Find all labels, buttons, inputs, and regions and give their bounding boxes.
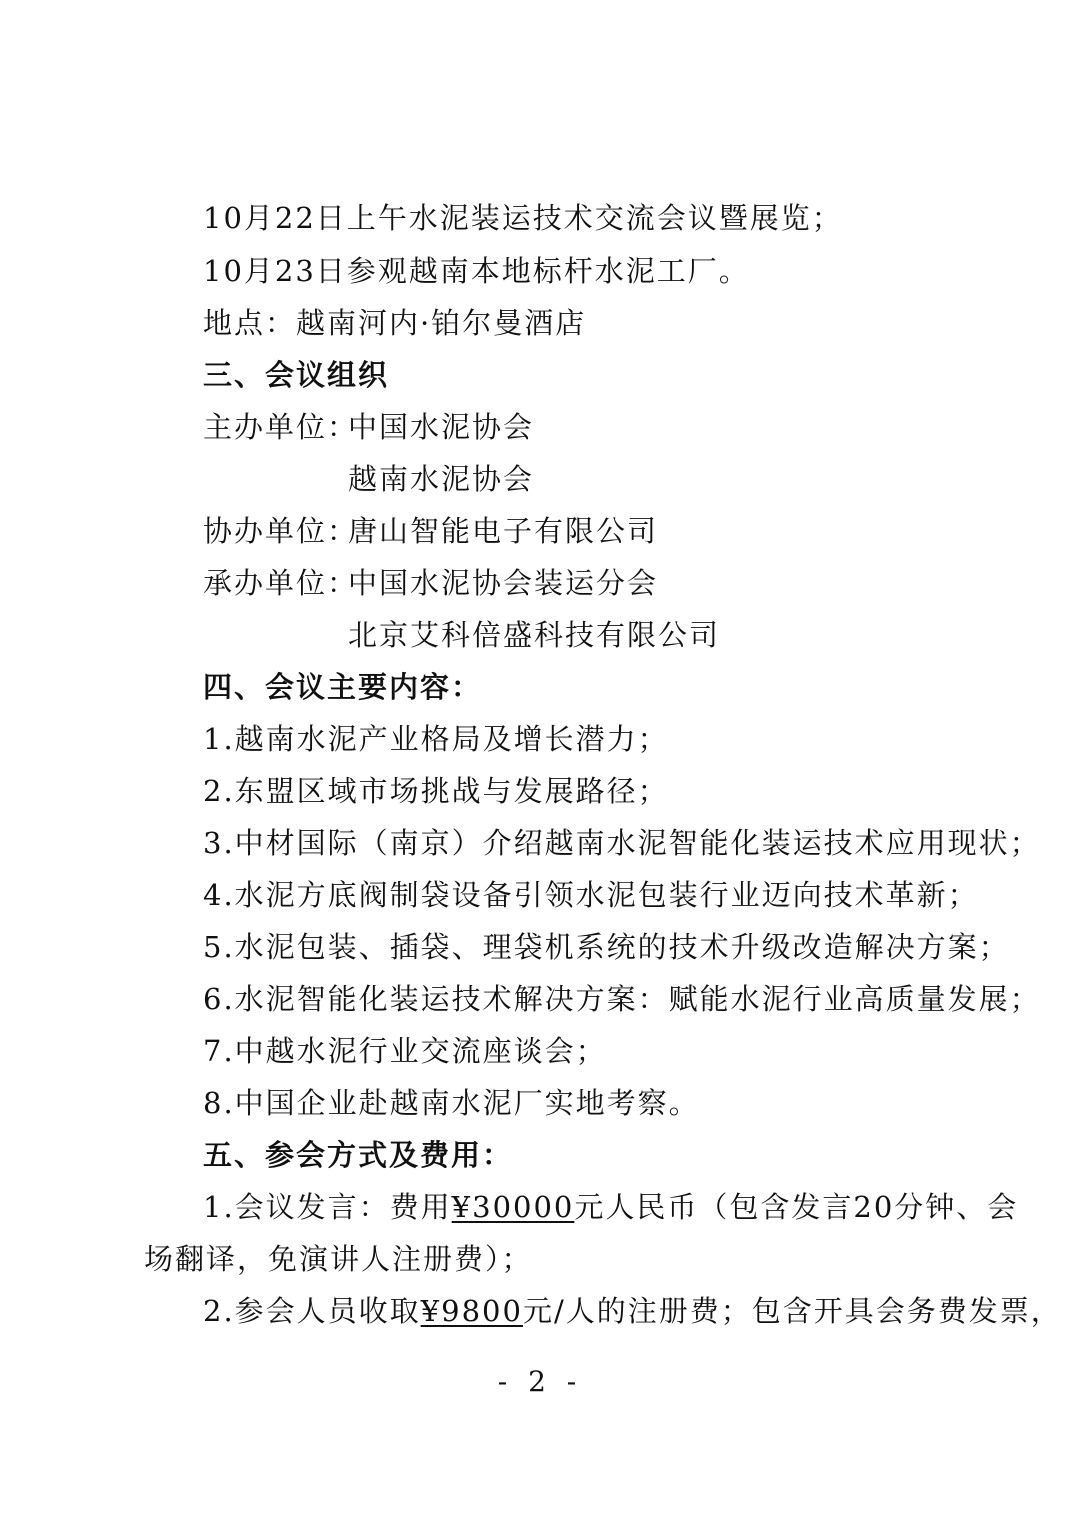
section4-heading: 四、会议主要内容： <box>203 670 483 704</box>
registration-fee-amount: ¥9800 <box>420 1294 523 1328</box>
section3-heading: 三、会议组织 <box>203 358 390 392</box>
fee-item-2-prefix: 2.参会人员收取 <box>203 1294 421 1328</box>
content-item-3: 3.中材国际（南京）介绍越南水泥智能化装运技术应用现状； <box>203 826 1041 860</box>
co-organizer-label: 协办单位： <box>203 514 359 548</box>
content-item-7: 7.中越水泥行业交流座谈会； <box>203 1034 607 1068</box>
fee-item-2 <box>203 1291 1062 1331</box>
content-item-1: 1.越南水泥产业格局及增长潜力； <box>203 722 669 756</box>
speaker-fee-amount: ¥30000 <box>451 1190 575 1224</box>
content-item-6: 6.水泥智能化装运技术解决方案：赋能水泥行业高质量发展； <box>203 982 1041 1016</box>
fee-item-1 <box>203 1187 1018 1227</box>
organizer-1: 中国水泥协会装运分会 <box>348 566 659 600</box>
location-line: 地点：越南河内·铂尔曼酒店 <box>203 306 587 340</box>
fee-item-1-suffix: 元人民币（包含发言20分钟、会 <box>574 1190 1019 1224</box>
organizer-2: 北京艾科倍盛科技有限公司 <box>348 618 721 652</box>
fee-item-1-continued: 场翻译，免演讲人注册费）； <box>144 1242 533 1276</box>
content-item-2: 2.东盟区域市场挑战与发展路径； <box>203 774 669 808</box>
content-item-8: 8.中国企业赴越南水泥厂实地考察。 <box>203 1086 700 1120</box>
host-org-2: 越南水泥协会 <box>348 462 535 496</box>
fee-item-2-suffix: 元/人的注册费；包含开具会务费发票， <box>522 1294 1062 1328</box>
host-label: 主办单位： <box>203 410 359 444</box>
content-item-4: 4.水泥方底阀制袋设备引领水泥包装行业迈向技术革新； <box>203 878 979 912</box>
organizer-label: 承办单位： <box>203 566 359 600</box>
co-organizer-1: 唐山智能电子有限公司 <box>348 514 659 548</box>
page-number: - 2 - <box>497 1365 583 1398</box>
content-item-5: 5.水泥包装、插袋、理袋机系统的技术升级改造解决方案； <box>203 930 1010 964</box>
schedule-oct23: 10月23日参观越南本地标杆水泥工厂。 <box>203 254 750 288</box>
host-org-1: 中国水泥协会 <box>348 410 535 444</box>
schedule-oct22: 10月22日上午水泥装运技术交流会议暨展览； <box>203 201 843 235</box>
section5-heading: 五、参会方式及费用： <box>203 1138 514 1172</box>
fee-item-1-prefix: 1.会议发言：费用 <box>203 1190 452 1224</box>
